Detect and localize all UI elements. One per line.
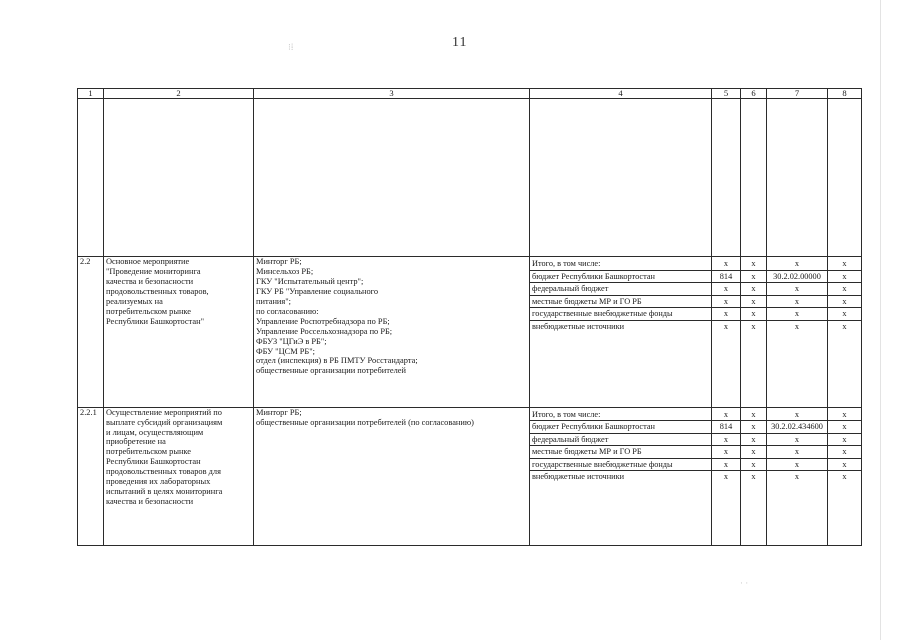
header-col-4: 4 [530,89,712,99]
row-number: 2.2.1 [78,407,104,545]
header-col-1: 1 [78,89,104,99]
col-6-values: x x x x x x [741,257,767,407]
header-col-5: 5 [712,89,741,99]
col-7-values: x 30.2.02.434600 x x x x [767,407,828,545]
executors-list: Минторг РБ; общественные организации потребителей (по согласованию) [254,407,530,545]
measure-description: Основное мероприятие "Проведение мониторинга качества и безопасности продовольственных товаров, реализуемых на потребительском рынке Республики Башкортостан" [104,257,254,407]
col-5-values: x 814 x x x x [712,407,741,545]
col-6-values: x x x x x x [741,407,767,545]
col-7-values: x 30.2.02.00000 x x x x [767,257,828,407]
header-col-6: 6 [741,89,767,99]
col-8-values: x x x x x x [828,257,862,407]
scan-artifact: · · [740,578,749,588]
measures-table [77,88,862,546]
page-number: 11 [452,35,468,50]
scan-artifact: ⁝⁞ [288,42,294,52]
continuation-row [78,99,862,257]
table-row-2-2 [78,257,862,407]
funding-sources: Итого, в том числе: бюджет Республики Башкортостан федеральный бюджет местные бюджеты МР и ГО РБ государственные внебюджетные фонды внебюджетные источники [530,257,712,407]
header-col-7: 7 [767,89,828,99]
header-col-8: 8 [828,89,862,99]
measure-description: Осуществление мероприятий по выплате субсидий организациям и лицам, осуществляющим приобретение на потребительском рынке Республики Башкортостан продовольственных товаров для проведения их лабораторных испытаний в целях мониторинга качества и безопасности [104,407,254,545]
table-row-2-2-1 [78,407,862,545]
table-header-row [78,89,862,99]
executors-list: Минторг РБ; Минсельхоз РБ; ГКУ "Испытательный центр"; ГКУ РБ "Управление социального питания"; по согласованию: Управление Роспотребнадзора по РБ; Управление Россельхознадзора по РБ; ФБУЗ "ЦГиЭ в РБ"; ФБУ "ЦСМ РБ"; отдел (инспекция) в РБ ПМТУ Росстандарта; общественные организации потребителей [254,257,530,407]
row-number: 2.2 [78,257,104,407]
header-col-2: 2 [104,89,254,99]
col-8-values: x x x x x x [828,407,862,545]
col-5-values: x 814 x x x x [712,257,741,407]
scan-edge-line [880,0,881,640]
header-col-3: 3 [254,89,530,99]
funding-sources: Итого, в том числе: бюджет Республики Башкортостан федеральный бюджет местные бюджеты МР и ГО РБ государственные внебюджетные фонды внебюджетные источники [530,407,712,545]
